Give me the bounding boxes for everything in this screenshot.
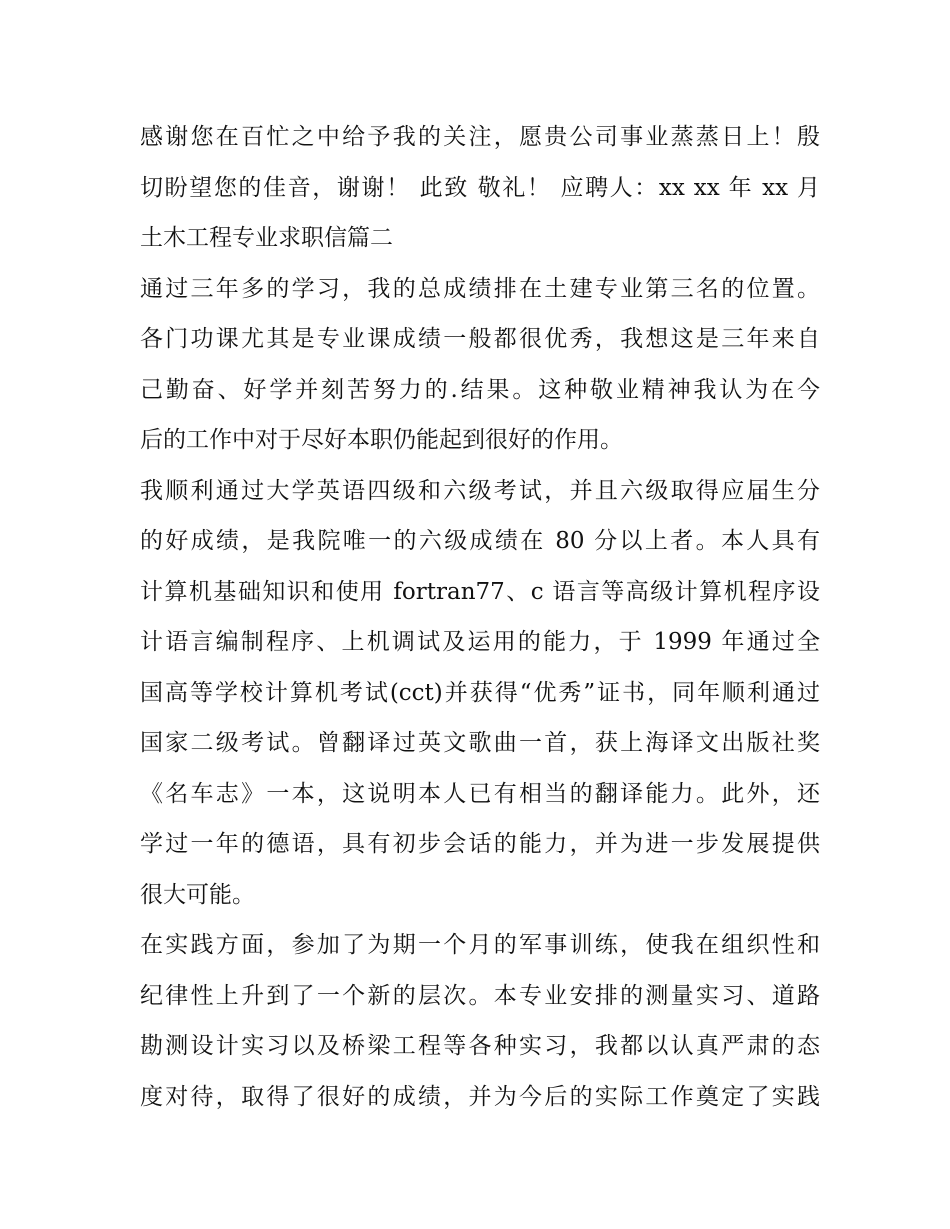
text-line: 很大可能。 (140, 881, 255, 908)
text-line: 己勤奋、好学并刻苦努力的.结果。这种敬业精神我认为在今 (140, 376, 820, 403)
text-line: 通过三年多的学习，我的总成绩排在土建专业第三名的位置。 (140, 275, 820, 302)
text-line: 在实践方面，参加了为期一个月的军事训练，使我在组织性和 (140, 932, 820, 958)
paragraph-closing (140, 112, 820, 213)
paragraph-grades (140, 264, 820, 466)
text-line: 学过一年的德语，具有初步会话的能力，并为进一步发展提供 (140, 831, 820, 857)
paragraph-practice (140, 920, 820, 1122)
text-line: 我顺利通过大学英语四级和六级考试，并且六级取得应届生分 (140, 477, 820, 504)
text-line: 纪律性上升到了一个新的层次。本专业安排的测量实习、道路 (140, 982, 820, 1009)
text-line: 勘测设计实习以及桥梁工程等各种实习，我都以认真严肃的态 (140, 1033, 820, 1059)
text-line: 国家二级考试。曾翻译过英文歌曲一首，获上海译文出版社奖 (140, 730, 820, 756)
section-heading (140, 213, 820, 264)
heading-text: 土木工程专业求职信篇二 (140, 225, 393, 251)
paragraph-skills (140, 466, 820, 921)
text-line: 国高等学校计算机考试(cct)并获得“优秀”证书，同年顺利通过 (140, 679, 820, 706)
text-line: 计语言编制程序、上机调试及运用的能力，于 1999 年通过全 (140, 629, 820, 655)
text-line: 度对待，取得了很好的成绩，并为今后的实际工作奠定了实践 (140, 1083, 820, 1110)
document-page (140, 112, 820, 1122)
text-line: 后的工作中对于尽好本职仍能起到很好的作用。 (140, 427, 623, 453)
text-line: 《名车志》一本，这说明本人已有相当的翻译能力。此外，还 (140, 780, 820, 807)
text-line: 切盼望您的佳音，谢谢！ 此致 敬礼！ 应聘人：xx xx 年 xx 月 (140, 174, 820, 201)
text-line: 感谢您在百忙之中给予我的关注，愿贵公司事业蒸蒸日上！殷 (140, 124, 820, 150)
text-line: 的好成绩，是我院唯一的六级成绩在 80 分以上者。本人具有 (140, 528, 820, 554)
text-line: 计算机基础知识和使用 fortran77、c 语言等高级计算机程序设 (140, 578, 820, 605)
text-line: 各门功课尤其是专业课成绩一般都很优秀，我想这是三年来自 (140, 326, 820, 352)
